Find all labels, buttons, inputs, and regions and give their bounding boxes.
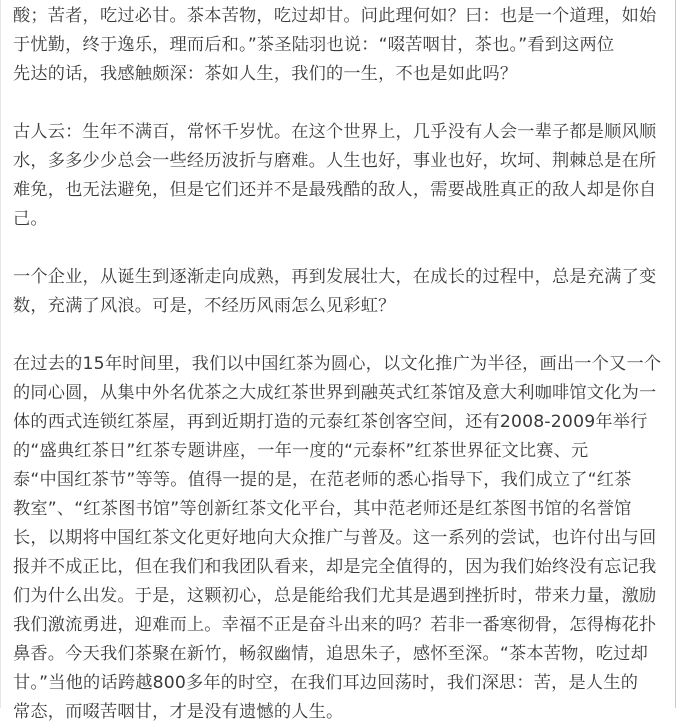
article-body <box>13 2 675 727</box>
paragraph-2: 古人云：生年不满百，常怀千岁忧。在这个世界上，几乎没有人会一辈子都是顺风顺 水，多多少少总会一些经历波折与磨难。人生也好，事业也好，坎坷、荆棘总是在所 难免，也无法避免，但是它们还并不是最残酷的敌人，需要战胜真正的敌人却是你自 己。 <box>13 122 657 229</box>
paragraph-4: 在过去的15年时间里，我们以中国红茶为圆心，以文化推广为半径，画出一个又一个 的同心圆，从集中外名优茶之大成红茶世界到融英式红茶馆及意大利咖啡馆文化为一 体的西式连锁红茶屋，再到近期打造的元泰红茶创客空间，还有2008-2009年举行 的“盛典红茶日”红茶专题讲座，一年一度的“元泰杯”红茶世界征文比赛、元 泰“中国红茶节”等等。值得一提的是，在范老师的悉心指导下，我们成立了“红茶 教室”、“红茶图书馆”等创新红茶文化平台，其中范老师还是红茶图书馆的名誉馆 长，以期将中国红茶文化更好地向大众推广与普及。这一系列的尝试，也许付出与回 报并不成正比，但在我们和我团队看来，却是完全值得的，因为我们始终没有忘记我 们为什么出发。于是，这颗初心，总是能给我们尤其是遇到挫折时，带来力量，激励 我们激流勇进，迎难而上。幸福不正是奋斗出来的吗？若非一番寒彻骨，怎得梅花扑 鼻香。今天我们茶聚在新竹，畅叙幽情，追思朱子，感怀至深。“茶本苦物，吃过却 甘。”当他的话跨越800多年的时空，在我们耳边回荡时，我们深思：苦，是人生的 常态，而啜苦咽甘，才是没有遗憾的人生。 <box>13 354 662 722</box>
paragraph-3: 一个企业，从诞生到逐渐走向成熟，再到发展壮大，在成长的过程中，总是充满了变 数，充满了风浪。可是，不经历风雨怎么见彩虹？ <box>13 267 657 316</box>
paragraph-1: 酸；苦者，吃过必甘。茶本苦物，吃过却甘。问此理何如？曰：也是一个道理，如始 于忧勤，终于逸乐，理而后和。”茶圣陆羽也说：“啜苦咽甘，茶也。”看到这两位 先达的话，我感触颇深：茶如人生，我们的一生，不也是如此吗？ <box>13 6 657 84</box>
